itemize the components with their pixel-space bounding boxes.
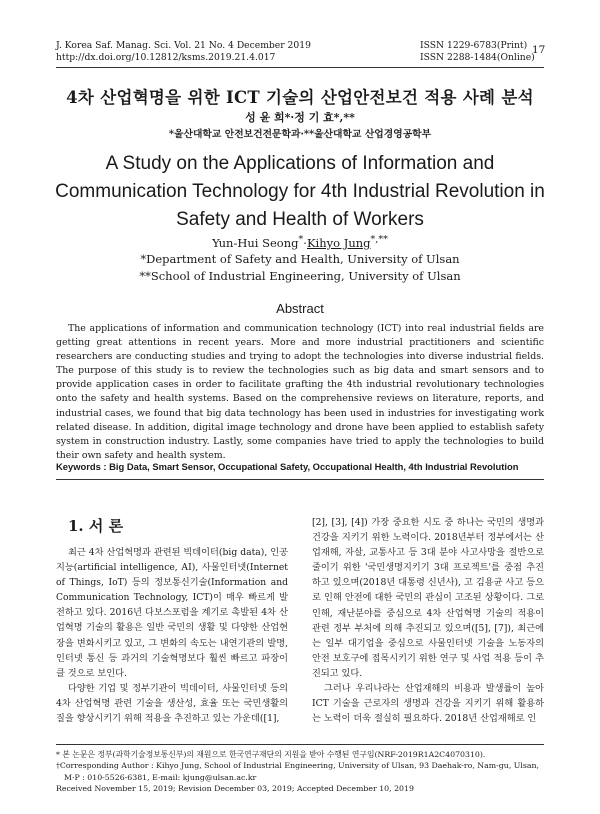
body-paragraph: 그러나 우리나라는 산업재해의 비용과 발생률이 높아 ICT 기술을 근로자의 생명과 건강을 지키기 위해 활용하는 노력이 더욱 절실히 필요하다. 2018년 산업재해로 인: [312, 683, 544, 725]
abstract-text: The applications of information and communication technology (ICT) into real industrial fields are getting great attentions in recent years. More and more industrial practitioners and scientific researchers are conducting studies and trying to adopt the technologies into diverse industrial fields. The purpose of this study is to review the technologies such as big data and smart sensors and to provide application cases in order to facilitate grafting the 4th industrial revolutionary technologies onto the safety and health systems. Based on the comprehensive reviews on literature, reports, and industrial cases, we found that big data technology has been used in industries for investigating work related disease. In addition, digital image technology and drone have been applied to establish safety system in construction industry. Lastly, some companies have tried to apply the technologies to build their own safety and health system.: [56, 323, 544, 461]
keywords-list: : Big Data, Smart Sensor, Occupational Safety, Occupational Health, 4th Industrial Revolution: [100, 461, 519, 472]
journal-volume-line: J. Korea Saf. Manag. Sci. Vol. 21 No. 4 December 2019: [56, 40, 311, 51]
body-column-right: [312, 515, 544, 726]
page-number: 17: [532, 44, 546, 56]
header-divider: [56, 67, 544, 68]
contact-note: M·P : 010-5526-6381, E-mail: kjung@ulsan.ac.kr: [64, 772, 257, 782]
issn-print: ISSN 1229-6783(Print): [420, 40, 528, 51]
funding-note: * 본 논문은 정부(과학기술정보통신부)의 재원으로 한국연구재단의 지원을 받아 수행된 연구임(NRF-2019R1A2C4070310).: [56, 750, 486, 759]
body-column-left: [56, 545, 288, 726]
korean-title: 4차 산업혁명을 위한 ICT 기술의 산업안전보건 적용 사례 분석: [66, 88, 534, 107]
body-paragraph: 최근 4차 산업혁명과 관련된 빅데이터(big data), 인공지능(artificial intelligence, AI), 사물인터넷(Internet of Things, IoT) 등의 정보통신기술(Information and Communication Technology, ICT)이 매우 빠르게 발전하고 있다. 2016년 다보스포럼을 계기로 촉발된 4차 산업혁명 기술의 활용은 일반 국민의 생활 및 다양한 산업현장을 변화시키고 있고, 그 변화의 속도는 내연기관의 발명, 인터넷 통신 등 과거의 기술혁명보다 훨씬 빠르고 파장이 클 것으로 보인다.: [56, 547, 288, 679]
english-authors: [0, 234, 600, 250]
received-dates-note: Received November 15, 2019; Revision December 03, 2019; Accepted December 10, 2019: [56, 783, 414, 793]
section-heading-introduction: 1. 서 론: [68, 517, 124, 535]
keywords: [56, 461, 544, 472]
corresponding-author-note: †Corresponding Author : Kihyo Jung, School of Industrial Engineering, University of Ulsan, 93 Daehak-ro, Nam-gu, Ulsan,: [56, 761, 539, 771]
author-1-name: Yun-Hui Seong: [212, 235, 299, 250]
english-affiliation-1: *Department of Safety and Health, University of Ulsan: [140, 252, 460, 266]
body-paragraph: 다양한 기업 및 정부기관이 빅데이터, 사물인터넷 등의 4차 산업혁명 관련 기술을 생산성, 효율 또는 국민생활의 질을 향상시키기 위해 적용을 추진하고 있는 가운데([1],: [56, 682, 288, 725]
abstract-heading: Abstract: [276, 301, 324, 316]
author-2-name: Kihyo Jung: [306, 235, 371, 250]
body-paragraph: [2], [3], [4]) 가장 중요한 시도 중 하나는 국민의 생명과 건강을 지키기 위한 노력이다. 2018년부터 정부에서는 산업재해, 자살, 교통사고 등 3대 분야 사고사망을 절반으로 줄이기 위한 '국민생명지키기 3대 프로젝트'를 중점 추진하고 있으며(2018년 대통령 신년사), 고 김용균 사고 등으로 인해 안전에 대한 국민의 관심이 고조된 상황이다. 그로 인해, 재난분야를 중심으로 4차 산업혁명 기술의 적용이 관련 정부 부처에 의해 추진되고 있으며([5], [7]), 최근에는 일부 대기업을 중심으로 사물인터넷 기술을 노동자의 안전 보호구에 접목시키기 위한 연구 및 사업 적용 등이 추진되고 있다.: [312, 517, 544, 679]
korean-affiliations: *울산대학교 안전보건전문학과·**울산대학교 산업경영공학부: [168, 129, 432, 140]
author-1-mark: *: [298, 234, 304, 245]
keywords-divider: [56, 479, 544, 480]
author-separator: ·: [303, 235, 307, 250]
english-affiliation-2: **School of Industrial Engineering, University of Ulsan: [139, 269, 461, 283]
footnote-divider: [56, 744, 544, 745]
issn-block: [420, 40, 535, 63]
journal-citation: [56, 40, 311, 63]
english-title: A Study on the Applications of Information and Communication Technology for 4th Industrial Revolution in Safety and Health of Workers: [55, 153, 545, 230]
footnotes: [56, 749, 544, 794]
issn-online: ISSN 2288-1484(Online): [420, 51, 535, 63]
korean-authors: 성 윤 희*·정 기 효*,**: [245, 111, 355, 124]
doi-line: http://dx.doi.org/10.12812/ksms.2019.21.4.017: [56, 51, 276, 63]
keywords-label: Keywords: [56, 461, 101, 472]
author-2-mark: *,**: [370, 234, 388, 245]
